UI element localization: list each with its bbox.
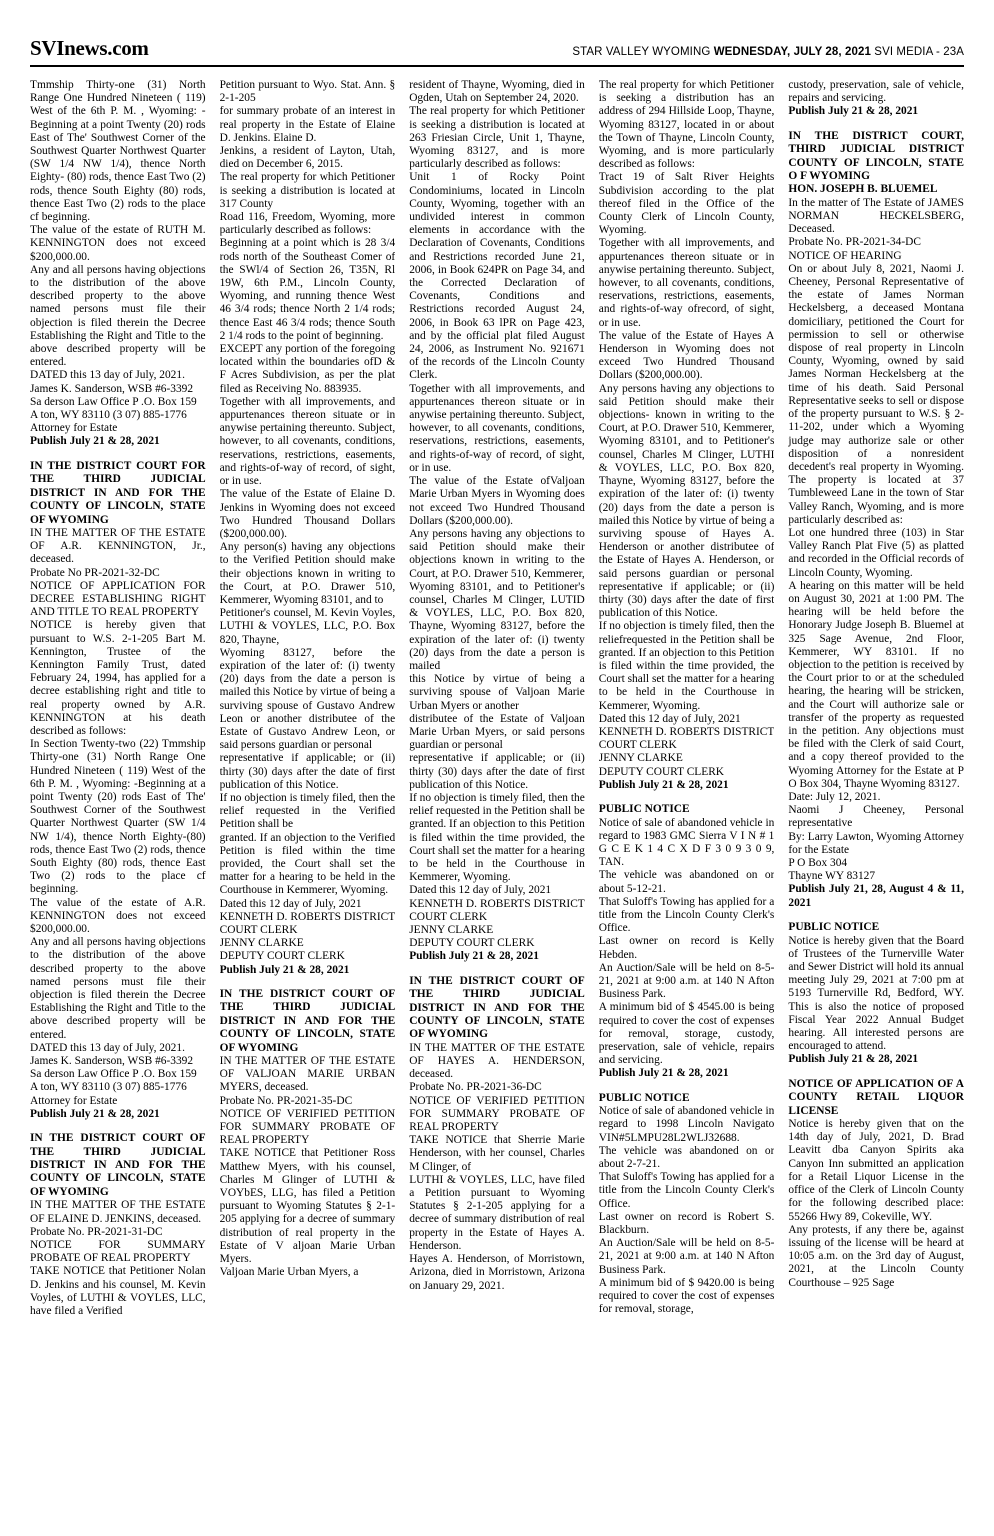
notice-heading: PUBLIC NOTICE <box>598 1091 690 1104</box>
notice-paragraph: Any and all persons having objections to the distribution of the above described property to the above named persons must file their objection is filed therein the Decree Establishing the Right and Title to the above described property will be entered. <box>30 936 206 1041</box>
notice-paragraph: The vehicle was abandoned on or about 5-12-21. <box>598 869 775 895</box>
columns-container <box>30 79 964 1534</box>
notice-paragraph: this Notice by virtue of being a surviving spouse of Valjoan Marie Urban Myers or another <box>409 673 585 712</box>
notice-paragraph: James K. Sanderson, WSB #6-3392 <box>30 1055 194 1068</box>
notice-paragraph: A hearing on this matter will be held on August 30, 2021 at 1:00 PM. The hearing will be held before the Honorary Judge Joseph B. Bluemel at 325 Sage Avenue, 2nd Floor, Kemmerer, WY 83101. If no objection to the petition is received by the Court prior to or at the scheduled hearing, the hearing will be stricken, and the Court will authorize sale or transfer of the property as requested in the petition. Any objections must be filed with the Clerk of said Court, and a copy thereof provided to the Wyoming Attorney for the Estate at P O Box 304, Thayne Wyoming 83127. <box>788 579 964 790</box>
block-spacer <box>788 910 964 921</box>
notice-paragraph: If no objection is timely filed, then the relief requested in the Verified Petition shall be <box>219 791 396 831</box>
notice-paragraph: DEPUTY COURT CLERK <box>598 765 725 778</box>
masthead-site: SVInews.com <box>30 36 149 60</box>
notice-paragraph: NOTICE OF VERIFIED PETITION FOR SUMMARY PROBATE OF REAL PROPERTY <box>219 1107 396 1147</box>
notice-paragraph: A minimum bid of $ 4545.00 is being required to cover the cost of expenses for removal, storage, custody, preservation, sale of vehicle, repairs and servicing. <box>598 1001 775 1067</box>
notice-heading: IN THE DISTRICT COURT OF THE THIRD JUDICIAL DISTRICT IN AND FOR THE COUNTY OF LINCOLN, STATE OF WYOMING <box>30 1132 206 1198</box>
notice-paragraph: Last owner on record is Robert S. Blackburn. <box>598 1210 775 1237</box>
notice-paragraph: In the matter of The Estate of JAMES NORMAN HECKELSBERG, Deceased. <box>788 196 964 236</box>
notice-paragraph: If no objection is timely filed, then the reliefrequested in the Petition shall be granted. If an objection to this Petition is filed within the time provided, the Court shall set the matter for a hearing to be held in the Courthouse in Kemmerer, Wyoming. <box>598 620 775 712</box>
col-4 <box>599 79 775 1534</box>
notice-paragraph: Any protests, if any there be, against issuing of the license will be heard at 10:05 a.m. on the 3rd day of August, 2021, at the Lincoln County Courthouse – 925 Sage <box>788 1223 964 1289</box>
notice-paragraph: Beginning at a point which is 28 3/4 rods north of the Southeast Comer of the SWl/4 of Section 26, T35N, Rl 19W, 6th P.M., Lincoln County, Wyoming, and running thence West 46 3/4 rods; thence North 2 1/4 rods; thence East 46 3/4 rods; thence South 2 1/4 rods to the point of beginning. <box>219 237 396 342</box>
notice-paragraph: NOTICE OF APPLICATION FOR DECREE ESTABLISHING RIGHT AND TITLE TO REAL PROPERTY <box>30 579 206 619</box>
notice-paragraph: IN THE MATTER OF THE ESTATE OF HAYES A. HENDERSON, deceased. <box>409 1041 585 1081</box>
notice-paragraph: KENNETH D. ROBERTS DISTRICT COURT CLERK <box>598 725 775 752</box>
notice-paragraph: Unit 1 of Rocky Point Condominiums, located in Lincoln County, Wyoming, together with an undivided interest in common elements in accordance with the Declaration of Covenants, Conditions and Restrictions recorded June 21, 2006, in Book 624PR on Page 34, and the Corrected Declaration of Covenants, Conditions and Restrictions recorded August 24, 2006, in Book 63 lPR on Page 423, and by the official plat filed August 24, 2006, as Instrument No. 921671 of the records of the Lincoln County Clerk. <box>409 171 585 382</box>
publish-dates: Publish July 21 & 28, 2021 <box>30 435 160 448</box>
masthead-info <box>572 46 964 58</box>
notice-paragraph: That Suloff's Towing has applied for a title from the Lincoln County Clerk's Office. <box>598 895 775 935</box>
notice-paragraph: DATED this 13 day of July, 2021. <box>30 369 185 382</box>
notice-paragraph: IN THE MATTER OF THE ESTATE OF VALJOAN MARIE URBAN MYERS, deceased. <box>219 1055 396 1094</box>
notice-paragraph: A ton, WY 83110 (3 07) 885-1776 <box>30 409 187 422</box>
notice-paragraph: Sa derson Law Office P .O. Box 159 <box>30 395 197 408</box>
notice-heading: IN THE DISTRICT COURT FOR THE THIRD JUDICIAL DISTRICT IN AND FOR THE COUNTY OF LINCOLN, STATE OF WYOMING <box>30 459 206 526</box>
notice-paragraph: Valjoan Marie Urban Myers, a <box>219 1266 359 1279</box>
notice-paragraph: distributee of the Estate of Valjoan Marie Urban Myers, or said persons guardian or personal <box>409 712 585 752</box>
notice-paragraph: Naomi J Cheeney, Personal representative <box>788 804 964 830</box>
notice-paragraph: custody, preservation, sale of vehicle, repairs and servicing. <box>788 79 964 105</box>
notice-paragraph: LUTHI & VOYLES, LLC, have filed a Petition pursuant to Wyoming Statutes § 2-1-205 applying for a decree of summary distribution of real property in the Estate of Hayes A. Henderson. <box>409 1173 585 1252</box>
notice-paragraph: Attorney for Estate <box>30 422 118 435</box>
notice-paragraph: EXCEPT any portion of the foregoing located within the boundaries ofD & F Acres Subdivision, as per the plat filed as Receiving No. 883935. <box>219 343 396 395</box>
notice-paragraph: Petition pursuant to Wyo. Stat. Ann. § 2-1-205 <box>219 79 396 105</box>
publish-dates: Publish July 21, 28, August 4 & 11, 2021 <box>788 883 964 909</box>
block-spacer <box>788 1067 964 1078</box>
block-spacer <box>220 977 396 988</box>
notice-paragraph: Probate No. PR-2021-35-DC <box>219 1094 353 1107</box>
masthead-date: WEDNESDAY, JULY 28, 2021 <box>713 46 871 58</box>
notice-paragraph: JENNY CLARKE <box>598 752 683 765</box>
notice-paragraph: The real property for which Petitioner is seeking a distribution has an address of 294 Hillside Loop, Thayne, Wyoming 83127, located in or about the Town of Thayne, Lincoln County, Wyoming, and is more particularly described as follows: <box>598 79 775 171</box>
publish-dates: Publish July 21 & 28, 2021 <box>409 950 539 963</box>
notice-paragraph: DEPUTY COURT CLERK <box>409 937 535 950</box>
notice-paragraph: TAKE NOTICE that Petitioner Ross Matthew Myers, with his counsel, Charles M Glinger of LUTHI & VOYbES, LLG, has filed a Petition pursuant to Wyoming Statutes § 2-1- 205 applying for a decree of summary distribution of real property in the Estate of V aljoan Marie Urban Myers. <box>219 1147 396 1266</box>
notice-paragraph: An Auction/Sale will be held on 8-5-21, 2021 at 9:00 a.m. at 140 N Afton Business Park. <box>598 1237 775 1276</box>
notice-paragraph: Tract 19 of Salt River Heights Subdivision according to the plat thereof filed in the Office of the County Clerk of Lincoln County, Wyoming. <box>598 171 775 237</box>
notice-paragraph: Lot one hundred three (103) in Star Valley Ranch Plat Five (5) as platted and recorded in the Official records of Lincoln County, Wyoming. <box>788 526 964 579</box>
notice-paragraph: representative if applicable; or (ii) thirty (30) days after the date of first publication of this Notice. <box>409 752 585 791</box>
notice-paragraph: Notice of sale of abandoned vehicle in regard to 1983 GMC Sierra V I N # 1 G C E K 1 4 C X D F 3 0 9 3 0 9, TAN. <box>598 816 775 869</box>
notice-paragraph: The real property for which Petitioner is seeking a distribution is located at 263 Friesian Circle, Unit 1, Thayne, Wyoming 83127, and is more particularly described as follows: <box>409 105 585 171</box>
notice-paragraph: NOTICE FOR SUMMARY PROBATE OF REAL PROPERTY <box>30 1238 206 1265</box>
notice-paragraph: Probate No PR-2021-32-DC <box>30 566 160 579</box>
notice-paragraph: TAKE NOTICE that Sherrie Marie Henderson, with her counsel, Charles M Clinger, of <box>409 1134 585 1173</box>
notice-paragraph: Tmmship Thirty-one (31) North Range One Hundred Nineteen ( 119) West of the 6th P. M. , Wyoming: -Beginning at a point Twenty (20) rods East of The' Southwest Corner of the Southwest Quarter Northwest Quarter (SW 1/4 NW 1/4), thence North Eighty- (80) rods, thence East Two (2) rods, thence South Eighty (80) rods, thence East Two (2) rods to the place cf beginning. <box>30 79 206 224</box>
notice-heading: IN THE DISTRICT COURT OF THE THIRD JUDICIAL DISTRICT IN AND FOR THE COUNTY OF LINCOLN, STATE OF WYOMING <box>409 974 585 1041</box>
notice-paragraph: The value of the Estate of Hayes A Henderson in Wyoming does not exceed Two Hundred Thousand Dollars ($200,000.00). <box>598 329 775 382</box>
notice-paragraph: On or about July 8, 2021, Naomi J. Cheeney, Personal Representative of the estate of James Norman Heckelsberg, a deceased Montana domiciliary, petitioned the Court for permission to sell or otherwise dispose of real property in Lincoln County, Wyoming, owned by said James Norman Heckelsberg at the time of his death. Said Personal Representative seeks to sell or dispose of the property pursuant to W.S. § 2-11-202, under which a Wyoming judge may authorize sale or other disposition of a nonresident decedent's real property in Wyoming. The property is located at 37 Tumbleweed Lane in the town of Star Valley Ranch, Wyoming, and is more particularly described as: <box>788 262 964 526</box>
notice-paragraph: for summary probate of an interest in real property in the Estate of Elaine D. Jenkins. Elaine D. <box>219 105 396 144</box>
notice-paragraph: A ton, WY 83110 (3 07) 885-1776 <box>30 1081 187 1094</box>
notice-paragraph: JENNY CLARKE <box>219 937 304 950</box>
notice-paragraph: Sa derson Law Office P .O. Box 159 <box>30 1068 197 1081</box>
notice-paragraph: Probate No. PR-2021-36-DC <box>409 1081 542 1094</box>
notice-paragraph: NOTICE is hereby given that pursuant to W.S. 2-1-205 Bart M. Kennington, Trustee of the Kennington Family Trust, dated February 24, 1994, has applied for a decree establishing right and title to real property owned by A.R. KENNINGTON at his death described as follows: <box>30 619 206 737</box>
notice-paragraph: DATED this 13 day of July, 2021. <box>30 1041 185 1054</box>
notice-paragraph: The value of the estate of A.R. KENNINGTON does not exceed $200,000.00. <box>30 896 206 936</box>
notice-paragraph: Probate No. PR-2021-31-DC <box>30 1225 163 1238</box>
notice-paragraph: Dated this 12 day of July, 2021 <box>409 884 552 897</box>
notice-heading: IN THE DISTRICT COURT OF THE THIRD JUDICIAL DISTRICT IN AND FOR THE COUNTY OF LINCOLN, STATE OF WYOMING <box>219 988 396 1054</box>
notice-paragraph: Any persons having any objections to said Petition should make their objections known in writing to the Court, at P.O. Drawer 510, Kemmerer, Wyoming 83101, and to Petitioner's counsel, Charles M Clinger, LUTID & VOYLES, LLC, P.O. Box 820, Thayne, Wyoming 83127, before the expiration of the later of: (i) twenty (20) days from the date a person is mailed <box>409 527 585 672</box>
notice-paragraph: By: Larry Lawton, Wyoming Attorney for the Estate <box>788 830 964 856</box>
notice-heading: NOTICE OF APPLICATION OF A COUNTY RETAIL LIQUOR LICENSE <box>788 1077 964 1117</box>
notice-paragraph: Last owner on record is Kelly Hebden. <box>598 935 775 961</box>
notice-paragraph: Road 116, Freedom, Wyoming, more particularly described as follows: <box>219 211 396 237</box>
notice-paragraph: The value of the Estate of Elaine D. Jenkins in Wyoming does not exceed Two Hundred Thousand Dollars ($200,000.00). <box>219 488 396 540</box>
notice-paragraph: An Auction/Sale will be held on 8-5-21, 2021 at 9:00 a.m. at 140 N Afton Business Park. <box>598 961 775 1001</box>
notice-paragraph: If no objection is timely filed, then the relief requested in the Petition shall be granted. If an objection to this Petition is filed within the time provided, the Court shall set the matter for a hearing to be held in the Courthouse in Kemmerer, Wyoming. <box>409 791 585 884</box>
notice-paragraph: Together with all improvements, and appurtenances thereon situate or in anywise pertaining thereunto. Subject, however, to all covenants, conditions, reservations, restrictions, easements, and rights-of-way ofrecord, of sight, or in use. <box>598 237 775 329</box>
notice-paragraph: Date: July 12, 2021. <box>788 790 881 803</box>
notice-paragraph: KENNETH D. ROBERTS DISTRICT COURT CLERK <box>219 910 396 936</box>
notice-heading: PUBLIC NOTICE <box>598 803 690 816</box>
notice-paragraph: A minimum bid of $ 9420.00 is being required to cover the cost of expenses for removal, storage, <box>598 1276 775 1316</box>
notice-paragraph: granted. If an objection to the Verified Petition is filed within the time provided, the Court shall set the matter for a hearing to be held in the Courthouse in Kemmerer, Wyoming. <box>219 831 396 897</box>
notice-paragraph: Notice is hereby given that on the 14th day of July, 2021, D. Brad Leavitt dba Canyon Spirits aka Canyon Inn submitted an application for a Retail Liquor License in the office of the Clerk of Lincoln County for the following described place: 55266 Hwy 89, Cokeville, WY. <box>788 1118 964 1223</box>
notice-paragraph: James K. Sanderson, WSB #6-3392 <box>30 382 194 395</box>
col-2 <box>220 79 396 1534</box>
block-spacer <box>599 1081 775 1092</box>
notice-paragraph: Wyoming 83127, before the expiration of the later of: (i) twenty (20) days from the date a person is mailed this Notice by virtue of being a surviving spouse of Gustavo Andrew Leon or another distributee of the Estate of Gustavo Andrew Leon, or said persons guardian or personal <box>219 646 396 752</box>
notice-paragraph: KENNETH D. ROBERTS DISTRICT COURT CLERK <box>409 897 585 923</box>
notice-paragraph: Any person(s) having any objections to the Verified Petition should make their objections known in writing to the Court, at P.O. Drawer 510, Kemmerer, Wyoming 83101, and to <box>219 541 396 606</box>
block-spacer <box>599 792 775 803</box>
notice-paragraph: IN THE MATTER OF THE ESTATE OF A.R. KENNINGTON, Jr., deceased. <box>30 526 206 566</box>
notice-heading: PUBLIC NOTICE <box>788 921 880 934</box>
masthead-paper: STAR VALLEY WYOMING <box>572 46 711 58</box>
publish-dates: Publish July 21 & 28, 2021 <box>219 963 350 976</box>
notice-paragraph: IN THE MATTER OF THE ESTATE OF ELAINE D. JENKINS, deceased. <box>30 1199 206 1225</box>
block-spacer <box>409 964 585 975</box>
col-3 <box>409 79 585 1534</box>
notice-paragraph: TAKE NOTICE that Petitioner Nolan D. Jenkins and his counsel, M. Kevin Voyles, of LUTHI & VOYLES, LLC, have filed a Verified <box>30 1265 206 1317</box>
notice-paragraph: The real property for which Petitioner is seeking a distribution is located at 317 County <box>219 171 396 210</box>
publish-dates: Publish July 21 & 28, 2021 <box>598 778 729 791</box>
notice-paragraph: The vehicle was abandoned on or about 2-7-21. <box>598 1144 775 1171</box>
block-spacer <box>30 449 206 460</box>
notice-paragraph: Petitioner's counsel, M. Kevin Voyles, LUTHI & VOYLES, LLC, P.O. Box 820, Thayne, <box>219 607 396 646</box>
notice-paragraph: Attorney for Estate <box>30 1094 118 1107</box>
notice-paragraph: Notice is hereby given that the Board of Trustees of the Turnerville Water and Sewer District will hold its annual meeting July 29, 2021 at 7:00 pm at 5193 Turnerville Rd, Bedford, WY. This is also the notice of proposed Fiscal Year 2022 Annual Budget hearing. All interested persons are encouraged to attend. <box>788 934 964 1053</box>
notice-paragraph: Dated this 12 day of July, 2021 <box>219 897 362 910</box>
masthead-page: SVI MEDIA - 23A <box>874 46 964 58</box>
notice-paragraph: Together with all improvements, and appurtenances thereon situate or in anywise pertaining thereunto. Subject, however, to all covenants, conditions, reservations, restrictions, easements, and rights-of-way of record, of sight, or in use. <box>219 395 396 488</box>
publish-dates: Publish July 21 & 28, 2021 <box>788 105 919 118</box>
notice-paragraph: Thayne WY 83127 <box>788 870 876 883</box>
publish-dates: Publish July 21 & 28, 2021 <box>788 1053 919 1066</box>
notice-paragraph: Any and all persons having objections to the distribution of the above described property to the above named persons must file their objection is filed therein the Decree Establishing the Right and Title to the above described property will be entered. <box>30 263 206 369</box>
col-1 <box>30 79 206 1534</box>
notice-paragraph: representative if applicable; or (ii) thirty (30) days after the date of first publication of this Notice. <box>219 752 396 791</box>
publish-dates: Publish July 21 & 28, 2021 <box>598 1067 729 1080</box>
notice-paragraph: P O Box 304 <box>788 857 848 869</box>
notice-paragraph: Hayes A. Henderson, of Morristown, Arizona, died in Morristown, Arizona on January 29, 2021. <box>409 1253 585 1292</box>
notice-paragraph: resident of Thayne, Wyoming, died in Ogden, Utah on September 24, 2020. <box>409 79 585 105</box>
col-5 <box>788 79 964 1534</box>
masthead <box>30 36 964 67</box>
publish-dates: Publish July 21 & 28, 2021 <box>30 1107 160 1120</box>
notice-paragraph: The value of the estate of RUTH M. KENNINGTON does not exceed $200,000.00. <box>30 224 206 263</box>
notice-paragraph: Any persons having any objections to said Petition should make their objections- known in writing to the Court, at P.O. Drawer 510, Kemmerer, Wyoming 83101, and to Petitioner's counsel, Charles M Clinger, LUTHI & VOYLES, LLC, P.O. Box 820, Thayne, Wyoming 83127, before the expiration of the later of: (i) twenty (20) days from the date a person is mailed this Notice by virtue of being a surviving spouse of Hayes A. Henderson or another distributee of the Estate of Hayes A. Henderson, or said persons guardian or personal representative if applicable; or (ii) thirty (30) days after the date of first publication of this Notice. <box>598 382 775 620</box>
notice-paragraph: The value of the Estate ofValjoan Marie Urban Myers in Wyoming does not exceed Two Hundred Thousand Dollars ($200,000.00). <box>409 475 585 527</box>
notice-heading: IN THE DISTRICT COURT, THIRD JUDICIAL DISTRICT COUNTY OF LINCOLN, STATE O F WYOMING <box>788 129 964 183</box>
notice-paragraph: That Suloff's Towing has applied for a title from the Lincoln County Clerk's Office. <box>598 1171 775 1210</box>
notice-heading: HON. JOSEPH B. BLUEMEL <box>788 183 938 196</box>
notice-paragraph: Jenkins, a resident of Layton, Utah, died on December 6, 2015. <box>219 145 396 171</box>
notice-paragraph: Dated this 12 day of July, 2021 <box>598 712 741 725</box>
notice-paragraph: NOTICE OF HEARING <box>788 249 902 262</box>
notice-paragraph: Together with all improvements, and appurtenances thereon situate or in anywise pertaining thereunto. Subject, however, to all covenants, conditions, reservations, restrictions, easements, and rights-of-way of record, of sight, or in use. <box>409 382 585 474</box>
notice-paragraph: Probate No. PR-2021-34-DC <box>788 236 921 249</box>
block-spacer <box>30 1121 206 1132</box>
notice-paragraph: DEPUTY COURT CLERK <box>219 950 345 963</box>
notice-paragraph: In Section Twenty-two (22) Tmmship Thirty-one (31) North Range One Hundred Nineteen ( 119) West of the 6th P. M. , Wyoming: -Beginning at a point Twenty (20) rods East of The' Southwest Corner of the Southwest Quarter Northwest Quarter (SW 1/4 NW 1/4), thence North Eighty-(80) rods, thence East Two (2) rods, thence South Eighty (80) rods, thence East Two (2) rods to the place cf beginning. <box>30 738 206 896</box>
notice-paragraph: NOTICE OF VERIFIED PETITION FOR SUMMARY PROBATE OF REAL PROPERTY <box>409 1094 585 1134</box>
notice-paragraph: JENNY CLARKE <box>409 924 494 936</box>
block-spacer <box>788 119 964 130</box>
notice-paragraph: Notice of sale of abandoned vehicle in regard to 1998 Lincoln Navigato VIN#5LMPU28L2WLJ32688. <box>598 1105 775 1144</box>
